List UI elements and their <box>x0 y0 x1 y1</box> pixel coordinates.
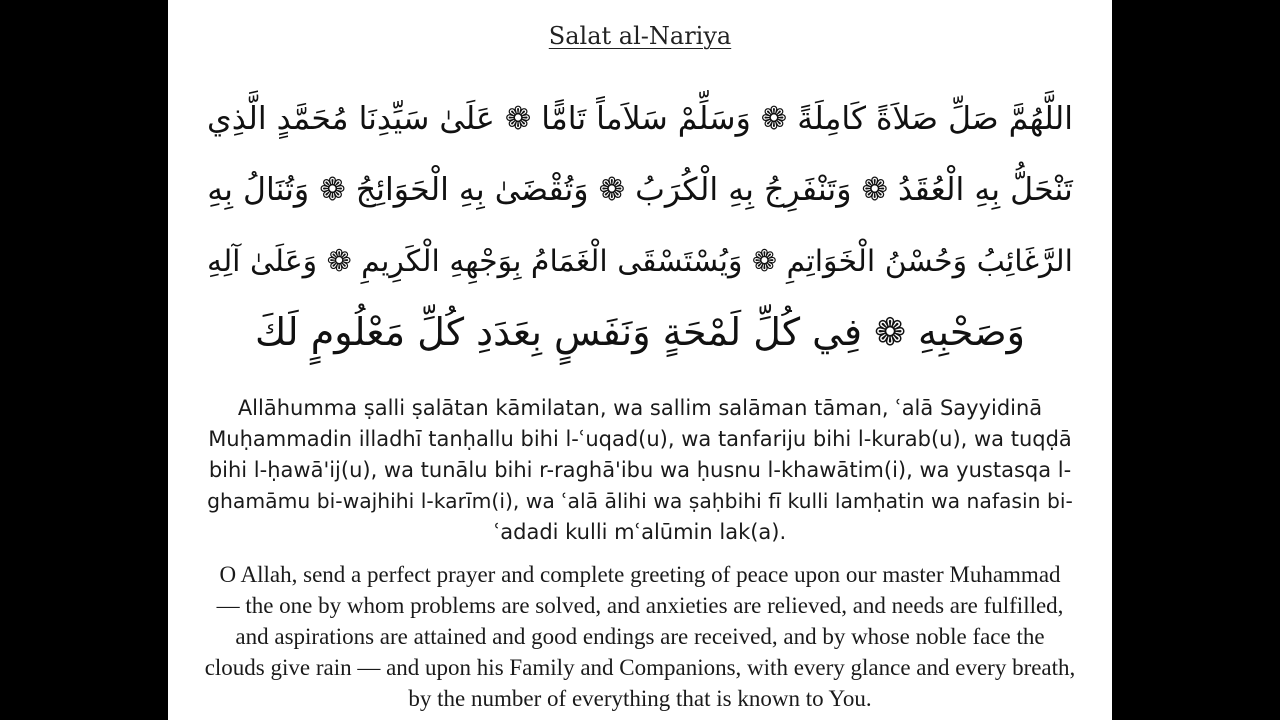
transliteration-line: bihi l-ḥawā'ij(u), wa tunālu bihi r-raghā'ibu wa ḥusnu l-khawātim(i), wa yustasqa l- <box>208 458 1072 482</box>
translation-line: clouds give rain — and upon his Family and Companions, with every glance and every breath, <box>204 655 1076 680</box>
transliteration-line: Muḥammadin illadhī tanḥallu bihi l-ʿuqad(u), wa tanfariju bihi l-kurab(u), wa tuqḍā <box>208 427 1072 451</box>
transliteration-line: ʿadadi kulli mʿalūmin lak(a). <box>493 520 787 544</box>
transliteration-paragraph <box>198 393 1082 548</box>
translation-paragraph <box>188 559 1092 714</box>
page-title <box>168 22 1112 50</box>
transliteration-line: ghamāmu bi-wajhihi l-karīm(i), wa ʿalā ālihi wa ṣaḥbihi fī kulli lamḥatin wa nafasin bi- <box>207 489 1073 513</box>
arabic-text-block <box>198 84 1082 368</box>
arabic-line: الرَّغَائِبُ وَحُسْنُ الْخَوَاتِمِ ❁ وَيُسْتَسْقَى الْغَمَامُ بِوَجْهِهِ الْكَرِيمِ ❁ وَعَلَىٰ آلِهِ <box>207 244 1073 279</box>
arabic-line: وَصَحْبِهِ ❁ فِي كُلِّ لَمْحَةٍ وَنَفَسٍ بِعَدَدِ كُلِّ مَعْلُومٍ لَكَ <box>255 310 1025 354</box>
arabic-line: اللَّهُمَّ صَلِّ صَلاَةً كَامِلَةً ❁ وَسَلِّمْ سَلاَماً تَامًّا ❁ عَلَىٰ سَيِّدِنَا مُحَمَّدٍ الَّذِي <box>207 101 1073 137</box>
translation-line: by the number of everything that is known to You. <box>408 686 872 711</box>
title-text: Salat al-Nariya <box>548 22 732 50</box>
translation-line: and aspirations are attained and good endings are received, and by whose noble face the <box>235 624 1045 649</box>
translation-line: — the one by whom problems are solved, and anxieties are relieved, and needs are fulfilled, <box>216 593 1064 618</box>
document-page <box>168 0 1112 720</box>
arabic-line: تَنْحَلُّ بِهِ الْعُقَدُ ❁ وَتَنْفَرِجُ بِهِ الْكُرَبُ ❁ وَتُقْضَىٰ بِهِ الْحَوَائِجُ ❁ وَتُنَالُ بِهِ <box>207 172 1073 208</box>
translation-line: O Allah, send a perfect prayer and complete greeting of peace upon our master Muhammad <box>219 562 1061 587</box>
transliteration-line: Allāhumma ṣalli ṣalātan kāmilatan, wa sallim salāman tāman, ʿalā Sayyidinā <box>237 396 1043 420</box>
